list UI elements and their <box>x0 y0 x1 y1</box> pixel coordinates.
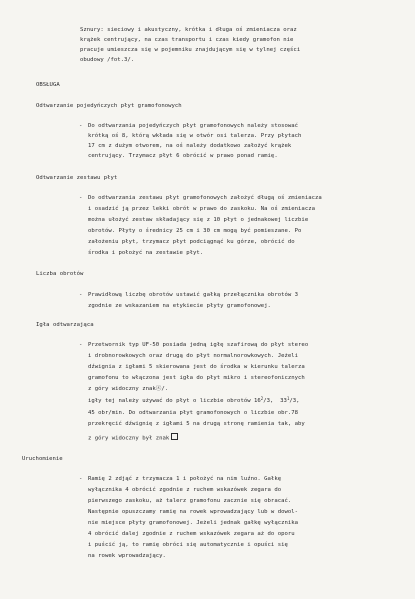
section-heading: Igła odtwarzająca <box>36 322 94 328</box>
paragraph-line: krótką oś 8, którą wkłada się w otwór osi talerza. Przy płytach <box>88 133 302 139</box>
paragraph-line: Do odtwarzania pojedyńczych płyt gramofonowych należy stosować <box>88 123 299 129</box>
paragraph-line: na rowek wprowadzający. <box>88 553 166 559</box>
paragraph-line: centrujący. Trzymacz płyt 6 obrócić w prawo ponad ramię. <box>88 153 278 159</box>
text-run: /3, 33 <box>263 398 287 404</box>
list-dash: - <box>79 292 83 298</box>
fraction-superscript: 1 <box>286 396 290 401</box>
paragraph-line: przekręcić dźwignię z igłami 5 na drugą stronę ramienia tak, aby <box>88 421 305 427</box>
paragraph-line: zgodnie ze wskazaniem na etykiecie płyty gramofonowej. <box>88 303 271 309</box>
paragraph-line: można ułożyć zestaw składający się z 10 płyt o jednakowej liczbie <box>88 217 309 223</box>
paragraph-line: środka i położyć na zestawie płyt. <box>88 250 204 256</box>
fraction-superscript: 2 <box>260 396 264 401</box>
normal-groove-symbol-icon <box>171 433 178 440</box>
paragraph-line: 45 obr/min. Do odtwarzania płyt gramofonowych o liczbie obr.78 <box>88 410 299 416</box>
section-heading: Odtwarzanie pojedyńczych płyt gramofonowych <box>36 103 182 109</box>
paragraph-line: 17 cm z dużym otworem, na oś należy dodatkowo założyć krążek <box>88 143 292 149</box>
paragraph-line: i osadzić ją przez lekki obrót w prawo do zaskoku. Na oś zmieniacza <box>88 206 315 212</box>
paragraph-line: pierwszego zaskoku, aż talerz gramofonu zacznie się obracać. <box>88 498 292 504</box>
stereo-symbol-icon: ⓢ <box>155 386 162 392</box>
paragraph-line: i drobnorowkowych oraz drugą do płyt normalnorowkowych. Jeżeli <box>88 353 299 359</box>
paragraph-line: Prawidłową liczbę obrotów ustawić gałką przełącznika obrotów 3 <box>88 292 299 298</box>
section-heading: Uruchomienie <box>22 456 63 462</box>
paragraph-line: gramofonu to włączona jest igła do płyt mikro i stereofonicznych <box>88 375 305 381</box>
paragraph-line: 4 obrócić dalej zgodnie z ruchem wskazówek zegara aż do oporu <box>88 531 295 537</box>
paragraph-line: nie miejsce płyty gramofonowej. Jeżeli jednak gałkę wyłącznika <box>88 520 299 526</box>
paragraph-line: wyłącznika 4 obrócić zgodnie z ruchem wskazówek zegara do <box>88 487 282 493</box>
text-run: /. <box>161 386 169 392</box>
section-heading: Odtwarzanie zestawu płyt <box>36 175 118 181</box>
intro-line: Sznury: sieciowy i akustyczny, krótka i długa oś zmieniacza oraz <box>80 27 297 33</box>
text-run: /3, <box>289 398 300 404</box>
paragraph-line: Przetwornik typ UF-50 posiada jedną igłę szafirową do płyt stereo <box>88 342 309 348</box>
paragraph-line: i puścić ją, to ramię obróci się automatycznie i opuści się <box>88 542 288 548</box>
paragraph-line: Ramię 2 zdjąć z trzymacza 1 i położyć na nim luźno. Gałkę <box>88 476 282 482</box>
text-run: igły tej należy używać do płyt o liczbie obrotów 16 <box>88 398 261 404</box>
paragraph-line <box>88 387 168 393</box>
intro-line: pracuje umieszcza się w pojemniku znajdującym się w tylnej części <box>80 47 301 53</box>
paragraph-line: Następnie opuszczamy ramię na rowek wprowadzający lub w dowol- <box>88 509 299 515</box>
paragraph-line: dźwignia z igłami 5 skierowana jest do środka w kierunku talerza <box>88 364 305 370</box>
intro-line: krążek centrujący, na czas transportu i czas kiedy gramofon nie <box>80 37 294 43</box>
list-dash: - <box>79 342 83 348</box>
text-run: z góry widoczny znak <box>88 386 156 392</box>
paragraph-line: obrotów. Płyty o średnicy 25 cm i 30 cm mogą być pomieszane. Po <box>88 228 302 234</box>
section-heading: Liczba obrotów <box>36 271 84 277</box>
list-dash: - <box>79 123 83 129</box>
paragraph-line <box>88 396 300 405</box>
paragraph-line: założeniu płyt, trzymacz płyt podciągnąć ku górze, obrócić do <box>88 239 295 245</box>
text-run: z góry widoczny był znak <box>88 435 170 442</box>
intro-line: obudowy /fot.3/. <box>80 57 135 63</box>
list-dash: - <box>79 195 83 201</box>
list-dash: - <box>79 476 83 482</box>
paragraph-line: Do odtwarzania zestawu płyt gramofonowych założyć długą oś zmieniacza <box>88 195 322 201</box>
paragraph-line <box>88 433 178 442</box>
section-heading-obsluga: OBSŁUGA <box>36 82 60 88</box>
